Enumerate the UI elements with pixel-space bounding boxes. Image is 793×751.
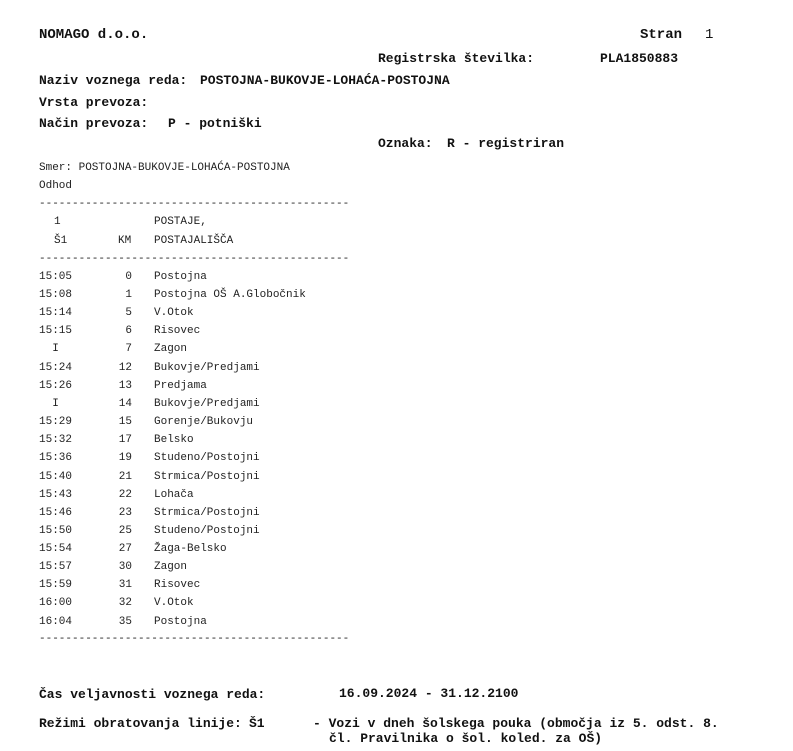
stop-time: 15:24 <box>39 362 73 374</box>
registration-number: PLA1850883 <box>600 51 679 66</box>
stop-time: 16:04 <box>39 616 73 628</box>
stop-name: Žaga-Belsko <box>154 543 227 555</box>
table-row <box>0 597 400 615</box>
stop-time: 15:57 <box>39 561 73 573</box>
table-row <box>0 525 400 543</box>
trip-number: 1 <box>54 216 61 228</box>
table-row <box>0 489 400 507</box>
stop-km: 19 <box>118 452 132 464</box>
stop-km: 27 <box>118 543 132 555</box>
stop-name: Risovec <box>154 325 201 337</box>
stop-name: Strmica/Postojni <box>154 507 260 519</box>
stop-name: Bukovje/Predjami <box>154 398 260 410</box>
stop-name: Gorenje/Bukovju <box>154 416 254 428</box>
stop-time: 15:43 <box>39 489 73 501</box>
stop-name: Studeno/Postojni <box>154 452 260 464</box>
stop-name: Postojna OŠ A.Globočnik <box>154 289 306 301</box>
stop-time: 15:26 <box>39 380 73 392</box>
stop-name: Postojna <box>154 271 207 283</box>
mark-value: R - registriran <box>447 136 565 151</box>
table-row <box>0 579 400 597</box>
regime-code: Š1 <box>249 716 265 731</box>
separator-top: ----------------------------------------------- <box>39 198 350 210</box>
transport-type-label: Vrsta prevoza: <box>39 95 149 110</box>
stop-time: 15:40 <box>39 471 73 483</box>
stop-km: 0 <box>125 271 132 283</box>
stop-km: 22 <box>118 489 132 501</box>
stop-time: 15:29 <box>39 416 73 428</box>
stop-time: 15:54 <box>39 543 73 555</box>
stop-name: Zagon <box>154 343 188 355</box>
table-row <box>0 271 400 289</box>
table-row <box>0 452 400 470</box>
stop-name: Belsko <box>154 434 194 446</box>
table-row <box>0 325 400 343</box>
table-row <box>0 398 400 416</box>
trip-code: Š1 <box>54 235 68 247</box>
stop-time: 15:59 <box>39 579 73 591</box>
stop-name: Postojna <box>154 616 207 628</box>
stop-name: Predjama <box>154 380 207 392</box>
stop-km: 35 <box>118 616 132 628</box>
stop-name: Zagon <box>154 561 188 573</box>
stop-km: 31 <box>118 579 132 591</box>
stop-time: 15:14 <box>39 307 73 319</box>
stop-km: 25 <box>118 525 132 537</box>
stop-name: Strmica/Postojni <box>154 471 260 483</box>
stop-km: 12 <box>118 362 132 374</box>
table-row <box>0 343 400 361</box>
separator-header: ----------------------------------------------- <box>39 253 350 265</box>
route-direction: Smer: POSTOJNA-BUKOVJE-LOHAĆA-POSTOJNA <box>39 162 290 174</box>
stop-time: 15:50 <box>39 525 73 537</box>
regime-label: Režimi obratovanja linije: <box>39 716 242 731</box>
table-row <box>0 543 400 561</box>
stop-km: 14 <box>118 398 132 410</box>
stop-km: 5 <box>125 307 132 319</box>
validity-label: Čas veljavnosti voznega reda: <box>39 687 266 702</box>
stop-km: 30 <box>118 561 132 573</box>
table-row <box>0 380 400 398</box>
stop-name: Lohača <box>154 489 194 501</box>
timetable-name-label: Naziv voznega reda: <box>39 73 188 88</box>
table-row <box>0 471 400 489</box>
transport-mode-value: P - potniški <box>168 116 262 131</box>
stop-time: I <box>39 398 59 410</box>
page-label: Stran <box>640 27 683 43</box>
stops-header-line2: POSTAJALIŠČA <box>154 235 234 247</box>
km-header: KM <box>118 235 132 247</box>
stop-km: 13 <box>118 380 132 392</box>
validity-value: 16.09.2024 - 31.12.2100 <box>339 686 519 701</box>
table-row <box>0 416 400 434</box>
table-row <box>0 616 400 634</box>
stop-time: 15:32 <box>39 434 73 446</box>
stop-km: 23 <box>118 507 132 519</box>
page-number: 1 <box>705 27 714 43</box>
stop-km: 32 <box>118 597 132 609</box>
stops-header-line1: POSTAJE, <box>154 216 207 228</box>
stop-name: Bukovje/Predjami <box>154 362 260 374</box>
company-name: NOMAGO d.o.o. <box>39 27 149 43</box>
stop-km: 17 <box>118 434 132 446</box>
regime-text-line2: čl. Pravilnika o šol. koled. za OŠ) <box>329 731 603 746</box>
departure-label: Odhod <box>39 180 73 192</box>
stop-km: 7 <box>125 343 132 355</box>
stop-time: 15:36 <box>39 452 73 464</box>
timetable-name-value: POSTOJNA-BUKOVJE-LOHAĆA-POSTOJNA <box>200 73 450 88</box>
stop-time: 16:00 <box>39 597 73 609</box>
table-row <box>0 561 400 579</box>
stop-time: 15:15 <box>39 325 73 337</box>
table-row <box>0 507 400 525</box>
stop-time: I <box>39 343 59 355</box>
stop-km: 21 <box>118 471 132 483</box>
stop-km: 1 <box>125 289 132 301</box>
stop-name: Studeno/Postojni <box>154 525 260 537</box>
stop-name: Risovec <box>154 579 201 591</box>
mark-label: Oznaka: <box>378 136 433 151</box>
stop-time: 15:08 <box>39 289 73 301</box>
transport-mode-label: Način prevoza: <box>39 116 149 131</box>
stop-km: 15 <box>118 416 132 428</box>
table-row <box>0 307 400 325</box>
separator-bottom: ----------------------------------------------- <box>39 633 350 645</box>
stop-time: 15:05 <box>39 271 73 283</box>
regime-text-line1: - Vozi v dneh šolskega pouka (območja iz 5. odst. 8. <box>313 716 719 731</box>
table-row <box>0 362 400 380</box>
table-row <box>0 289 400 307</box>
registration-label: Registrska številka: <box>378 51 535 66</box>
stop-name: V.Otok <box>154 597 194 609</box>
table-row <box>0 434 400 452</box>
stop-name: V.Otok <box>154 307 194 319</box>
stop-time: 15:46 <box>39 507 73 519</box>
stop-km: 6 <box>125 325 132 337</box>
